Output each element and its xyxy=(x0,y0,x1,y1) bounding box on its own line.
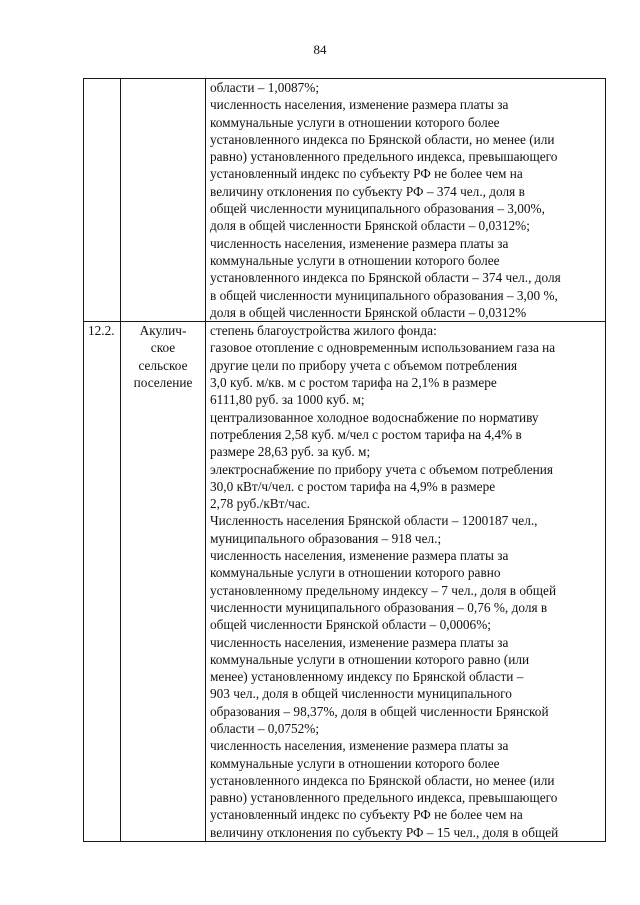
description-line: другие цели по прибору учета с объемом потребления xyxy=(210,357,518,373)
description-line: электроснабжение по прибору учета с объемом потребления xyxy=(210,461,553,477)
description-line: коммунальные услуги в отношении которого равно (или xyxy=(210,651,530,667)
description-line: численность населения, изменение размера платы за xyxy=(210,738,509,754)
description-line: 903 чел., доля в общей численности муниципального xyxy=(210,686,512,702)
settlement-name-cell xyxy=(121,79,206,322)
description-line: равно) установленного предельного индекса, превышающего xyxy=(210,790,558,806)
description-line: 2,78 руб./кВт/час. xyxy=(210,496,310,512)
document-table xyxy=(83,78,606,842)
description-line: коммунальные услуги в отношении которого более xyxy=(210,755,500,771)
description-line: области – 1,0087%; xyxy=(210,80,320,95)
settlement-name-line: Акулич- xyxy=(139,323,187,339)
description-line: доля в общей численности Брянской области – 0,0312% xyxy=(210,304,527,320)
description-line: 30,0 кВт/ч/чел. с ростом тарифа на 4,9% в размере xyxy=(210,478,496,494)
description-line: численность населения, изменение размера платы за xyxy=(210,548,509,564)
description-line: численность населения, изменение размера платы за xyxy=(210,97,509,113)
description-cell xyxy=(206,322,606,842)
description-line: менее) установленному индексу по Брянской области – xyxy=(210,669,524,685)
description-line: муниципального образования – 918 чел.; xyxy=(210,530,442,546)
description-line: общей численности муниципального образования – 3,00%, xyxy=(210,201,545,217)
table-row xyxy=(84,79,606,322)
description-line: коммунальные услуги в отношении которого более xyxy=(210,252,500,268)
description-line: Численность населения Брянской области – 1200187 чел., xyxy=(210,513,538,529)
row-number-cell xyxy=(84,79,121,322)
description-line: численности муниципального образования – 0,76 %, доля в xyxy=(210,599,548,615)
description-line: коммунальные услуги в отношении которого более xyxy=(210,114,500,130)
settlement-name-line: поселение xyxy=(133,375,193,391)
description-line: степень благоустройства жилого фонда: xyxy=(210,323,437,339)
description-line: общей численности Брянской области – 0,0006%; xyxy=(210,617,491,633)
table-row xyxy=(84,322,606,842)
settlement-name-line: ское xyxy=(150,340,176,356)
page-number: 84 xyxy=(313,42,327,57)
description-line: величину отклонения по субъекту РФ – 15 чел., доля в общей xyxy=(210,824,559,840)
description-line: численность населения, изменение размера платы за xyxy=(210,634,509,650)
description-line: установленный индекс по субъекту РФ не более чем на xyxy=(210,807,523,823)
description-line: потребления 2,58 куб. м/чел с ростом тарифа на 4,4% в xyxy=(210,426,522,442)
description-cell xyxy=(206,79,606,322)
description-line: численность населения, изменение размера платы за xyxy=(210,235,509,251)
description-line: централизованное холодное водоснабжение по нормативу xyxy=(210,409,539,425)
description-line: равно) установленного предельного индекса, превышающего xyxy=(210,149,558,165)
description-line: 6111,80 руб. за 1000 куб. м; xyxy=(210,392,365,408)
row-number: 12.2. xyxy=(88,323,115,339)
description-line: установленному предельному индексу – 7 чел., доля в общей xyxy=(210,582,557,598)
description-line: величину отклонения по субъекту РФ – 374 чел., доля в xyxy=(210,183,525,199)
description-line: коммунальные услуги в отношении которого равно xyxy=(210,565,501,581)
description-line: в общей численности муниципального образования – 3,00 %, xyxy=(210,287,558,303)
row-number-cell xyxy=(84,322,121,842)
description-line: области – 0,0752%; xyxy=(210,720,320,736)
description-line: газовое отопление с одновременным использованием газа на xyxy=(210,340,556,356)
settlement-name-cell xyxy=(121,322,206,842)
description-line: образования – 98,37%, доля в общей численности Брянской xyxy=(210,703,549,719)
description-line: 3,0 куб. м/кв. м с ростом тарифа на 2,1% в размере xyxy=(210,375,497,391)
description-line: установленного индекса по Брянской области, но менее (или xyxy=(210,772,555,788)
description-line: установленного индекса по Брянской области, но менее (или xyxy=(210,131,555,147)
description-line: размере 28,63 руб. за куб. м; xyxy=(210,444,371,460)
description-line: доля в общей численности Брянской области – 0,0312%; xyxy=(210,218,530,234)
description-line: установленный индекс по субъекту РФ не более чем на xyxy=(210,166,523,182)
description-line: установленного индекса по Брянской области – 374 чел., доля xyxy=(210,270,561,286)
settlement-name-line: сельское xyxy=(138,357,188,373)
